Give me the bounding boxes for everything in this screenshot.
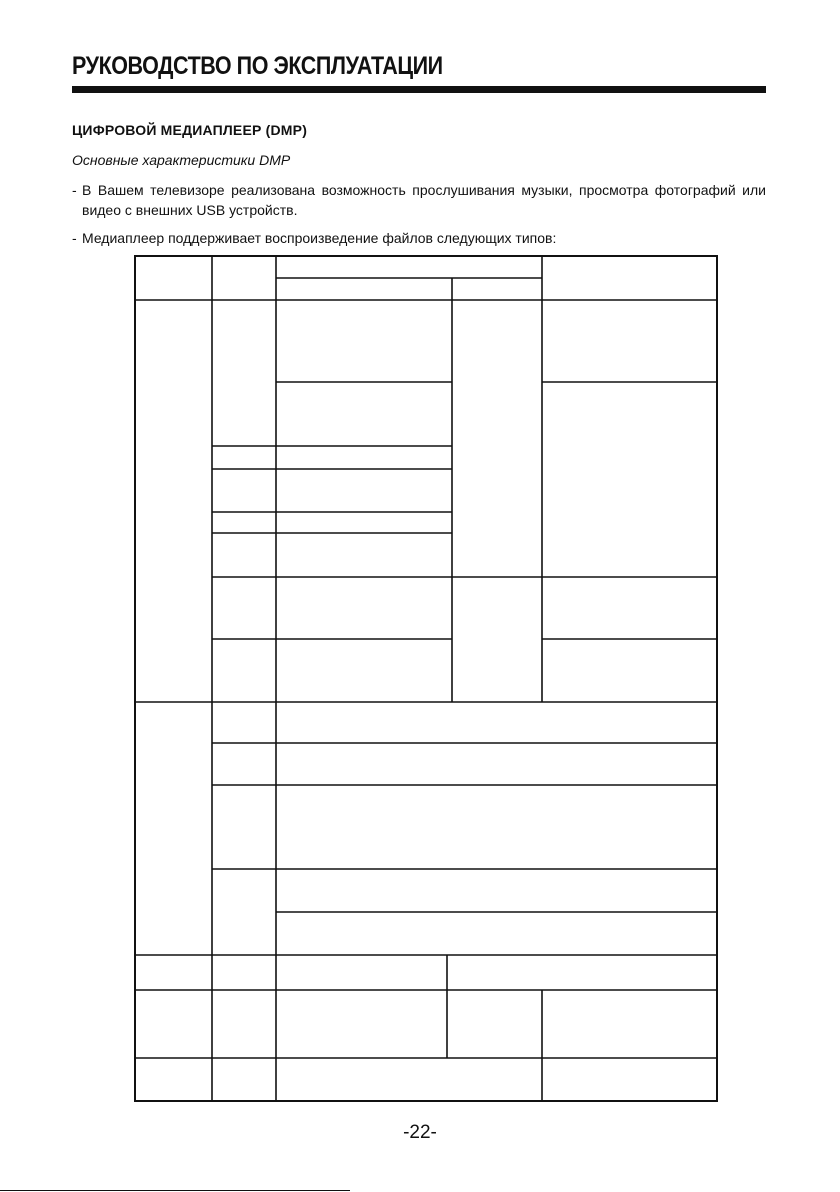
bullet-item (72, 228, 766, 248)
bullet-dash: - (72, 230, 77, 246)
bullet-dash: - (72, 182, 77, 198)
bullet-text: В Вашем телевизоре реализована возможность прослушивания музыки, просмотра фотографий или видео с внешних USB устройств. (82, 182, 766, 218)
bullet-text: Медиаплеер поддерживает воспроизведение файлов следующих типов: (82, 230, 557, 246)
page-number: -22- (403, 1122, 437, 1143)
table-grid-lines (134, 256, 718, 1101)
section-heading: ЦИФРОВОЙ МЕДИАПЛЕЕР (DMP) (72, 122, 308, 138)
title-rule (72, 86, 766, 93)
bottom-rule (0, 1190, 350, 1191)
subheading: Основные характеристики DMP (72, 152, 291, 168)
page-title: РУКОВОДСТВО ПО ЭКСПЛУАТАЦИИ (72, 52, 443, 80)
table-outer-border (134, 256, 718, 1101)
bullet-item (72, 180, 766, 220)
